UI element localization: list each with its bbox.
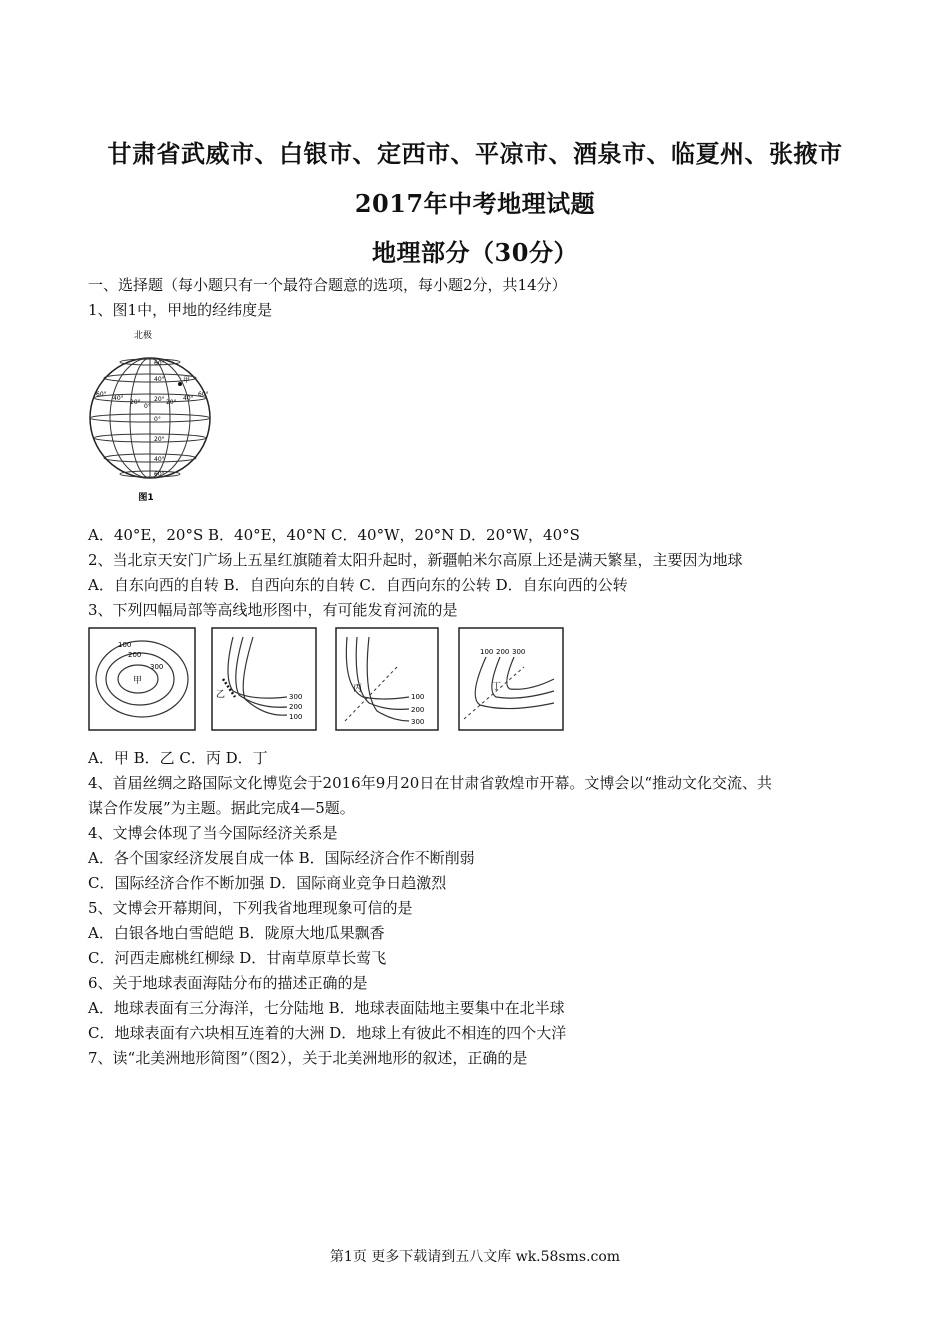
contour-point-label: 丁 (492, 682, 502, 692)
north-pole-label: 北极 (133, 331, 153, 341)
q4-intro-line1: 4、首届丝绸之路国际文化博览会于2016年9月20日在甘肃省敦煌市开幕。文博会以“推动文化交流、共 (88, 774, 773, 792)
contour-label: 100 (118, 641, 132, 649)
lon-label: 40° (183, 395, 194, 402)
q2-options: A．自东向西的自转 B．自西向东的自转 C．自西向东的公转 D．自东向西的公转 (88, 576, 628, 594)
contour-point-label: 乙 (216, 690, 226, 700)
q5-stem: 5、文博会开幕期间，下列我省地理现象可信的是 (88, 899, 413, 917)
section-heading: 一、选择题（每小题只有一个最符合题意的选项，每小题2分，共14分） (88, 276, 567, 294)
page-title-line1: 甘肃省武威市、白银市、定西市、平凉市、酒泉市、临夏州、张掖市 (107, 139, 843, 168)
contour-label: 100 (480, 648, 494, 656)
lat-label: 40° (154, 376, 165, 383)
lon-label: 60° (96, 391, 107, 398)
contour-label: 200 (496, 648, 510, 656)
contour-map-bing (335, 627, 439, 735)
lat-label: 20° (154, 436, 165, 443)
contour-label: 100 (289, 713, 303, 721)
q7-stem: 7、读“北美洲地形简图”（图2），关于北美洲地形的叙述，正确的是 (88, 1049, 528, 1067)
q6-options-line1: A．地球表面有三分海洋，七分陆地 B．地球表面陆地主要集中在北半球 (88, 999, 565, 1017)
q5-options-line2: C．河西走廊桃红柳绿 D．甘南草原草长莺飞 (88, 949, 387, 967)
q6-options-line2: C．地球表面有六块相互连着的大洲 D．地球上有彼此不相连的四个大洋 (88, 1024, 567, 1042)
q3-stem: 3、下列四幅局部等高线地形图中，有可能发育河流的是 (88, 601, 458, 619)
contour-label: 300 (289, 693, 303, 701)
lon-label: 20° (166, 399, 177, 406)
page-title-line3: 地理部分（30分） (372, 238, 578, 267)
lon-label: 60° (198, 391, 209, 398)
q4-intro-line2: 谋合作发展”为主题。据此完成4—5题。 (88, 799, 355, 817)
point-jia-label: 甲 (183, 376, 190, 384)
q1-options: A．40°E，20°S B．40°E，40°N C．40°W，20°N D．20°W，40°S (88, 526, 580, 544)
contour-label: 300 (411, 718, 425, 726)
q2-stem: 2、当北京天安门广场上五星红旗随着太阳升起时，新疆帕米尔高原上还是满天繁星，主要因为地球 (88, 551, 743, 569)
contour-map-ding (458, 627, 564, 735)
figure-1-caption: 图1 (138, 493, 154, 503)
contour-label: 300 (512, 648, 526, 656)
contour-label: 100 (411, 693, 425, 701)
contour-label: 200 (128, 651, 142, 659)
contour-label: 300 (150, 663, 164, 671)
lon-label: 40° (113, 395, 124, 402)
q5-options-line1: A．白银各地白雪皑皑 B．陇原大地瓜果飘香 (88, 924, 385, 942)
contour-map-yi (211, 627, 317, 735)
contour-point-label: 甲 (133, 676, 143, 686)
q3-options: A．甲 B．乙 C．丙 D．丁 (88, 749, 268, 767)
lon-label: 0° (144, 403, 151, 410)
contour-map-jia (88, 627, 196, 735)
q4-options-line1: A．各个国家经济发展自成一体 B．国际经济合作不断削弱 (88, 849, 475, 867)
contour-label: 200 (289, 703, 303, 711)
q4-options-line2: C．国际经济合作不断加强 D．国际商业竞争日趋激烈 (88, 874, 447, 892)
lat-label: 40° (154, 456, 165, 463)
page-title-line2: 2017年中考地理试题 (354, 189, 596, 218)
q1-stem: 1、图1中，甲地的经纬度是 (88, 301, 273, 319)
q6-stem: 6、关于地球表面海陆分布的描述正确的是 (88, 974, 368, 992)
lon-label: 20° (130, 399, 141, 406)
figure-1-globe (88, 326, 218, 510)
lat-label: 60° (154, 471, 165, 478)
lat-label: 20° (154, 396, 165, 403)
q4-stem: 4、文博会体现了当今国际经济关系是 (88, 824, 338, 842)
lat-label: 60° (154, 360, 165, 367)
lat-label: 0° (154, 416, 161, 423)
contour-point-label: 丙 (353, 684, 363, 694)
page-footer: 第1页 更多下载请到五八文库 wk.58sms.com (329, 1249, 621, 1265)
contour-label: 200 (411, 706, 425, 714)
